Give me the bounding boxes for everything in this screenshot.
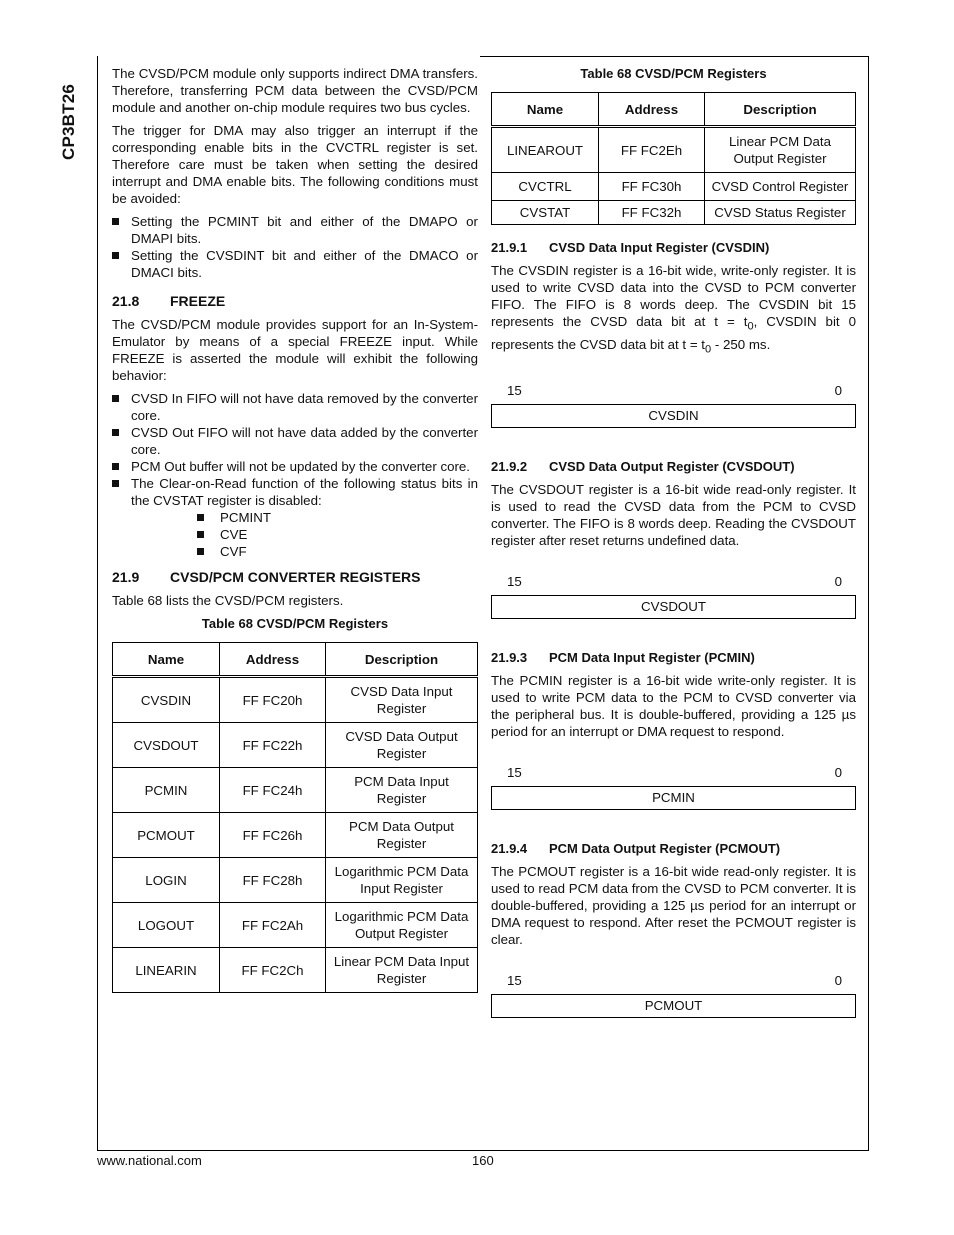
column-header: Description bbox=[705, 93, 856, 127]
register-name: PCMOUT bbox=[491, 994, 856, 1018]
list-item: Setting the PCMINT bit and either of the DMAPO or DMAPI bits. bbox=[112, 213, 478, 247]
table-row: LINEARIN FF FC2Ch Linear PCM Data Input Register bbox=[113, 948, 478, 993]
dma-paragraph: The CVSD/PCM module only supports indirect DMA transfers. Therefore, transferring PCM data between the CVSD/PCM module and another on-chip module requires two bus cycles. bbox=[112, 66, 478, 115]
frame-line-bottom bbox=[97, 1150, 869, 1151]
pcmin-paragraph: The PCMIN register is a 16-bit wide write-only register. It is used to write PCM data to the PCM to CVSD converter via the peripheral bus. It is double-buffered, providing a 125 µs period for an interrupt or DMA request to respond. bbox=[491, 673, 856, 740]
register-name: PCMIN bbox=[491, 786, 856, 810]
heading-pcmout: 21.9.4 PCM Data Output Register (PCMOUT) bbox=[491, 841, 781, 857]
bit-label-high: 15 bbox=[507, 765, 522, 781]
square-bullet-icon bbox=[112, 395, 119, 402]
conditions-list bbox=[112, 213, 478, 281]
cvsdout-paragraph: The CVSDOUT register is a 16-bit wide read-only register. It is used to read the CVSD data from the PCM to CVSD converter. The FIFO is 8 words deep. Reading the CVSDOUT register after reset returns undefined data. bbox=[491, 482, 856, 549]
square-bullet-icon bbox=[197, 531, 204, 538]
bit-label-high: 15 bbox=[507, 973, 522, 989]
registers-table bbox=[112, 642, 478, 993]
side-title: CP3BT26 bbox=[59, 83, 78, 160]
column-header: Address bbox=[220, 643, 326, 677]
table-row: CVSDOUT FF FC22h CVSD Data Output Register bbox=[113, 723, 478, 768]
cvsdin-paragraph: The CVSDIN register is a 16-bit wide, write-only register. It is used to write CVSD data into the CVSD to PCM converter FIFO. The FIFO is 8 words deep. The CVSDIN bit 15 represents the CVSD data bit at $t = t_0$, CVSDIN bit 0 represents the CVSD data bit at $t = t_0 - 250$ ms. bbox=[491, 263, 856, 356]
right-column bbox=[491, 65, 856, 1018]
status-bits-list bbox=[112, 509, 478, 560]
register-diagram-cvsdout bbox=[491, 573, 856, 619]
register-name: CVSDIN bbox=[491, 404, 856, 428]
list-item: CVSD In FIFO will not have data removed by the converter core. bbox=[112, 390, 478, 424]
square-bullet-icon bbox=[197, 514, 204, 521]
table-row: LINEAROUT FF FC2Eh Linear PCM Data Output Register bbox=[492, 127, 856, 173]
register-diagram-pcmin bbox=[491, 764, 856, 810]
table-intro: Table 68 lists the CVSD/PCM registers. bbox=[112, 593, 344, 608]
frame-line-top bbox=[480, 56, 869, 57]
square-bullet-icon bbox=[112, 252, 119, 259]
list-item: PCM Out buffer will not be updated by the converter core. bbox=[112, 458, 478, 475]
table-row: CVSTAT FF FC32h CVSD Status Register bbox=[492, 201, 856, 225]
register-name: CVSDOUT bbox=[491, 595, 856, 619]
heading-cvsdout: 21.9.2 CVSD Data Output Register (CVSDOUT) bbox=[491, 459, 795, 475]
table-row: LOGIN FF FC28h Logarithmic PCM Data Input Register bbox=[113, 858, 478, 903]
heading-pcmin: 21.9.3 PCM Data Input Register (PCMIN) bbox=[491, 650, 755, 666]
frame-line-right bbox=[868, 56, 869, 1150]
table-caption: Table 68 CVSD/PCM Registers bbox=[201, 616, 389, 631]
section-heading-registers: 21.9 CVSD/PCM CONVERTER REGISTERS bbox=[112, 569, 421, 585]
register-diagram-pcmout bbox=[491, 972, 856, 1018]
list-item: The Clear-on-Read function of the following status bits in the CVSTAT register is disabled: bbox=[112, 475, 478, 509]
page-number: 160 bbox=[472, 1153, 494, 1168]
square-bullet-icon bbox=[112, 480, 119, 487]
table-row: CVCTRL FF FC30h CVSD Control Register bbox=[492, 173, 856, 201]
list-item: Setting the CVSDINT bit and either of the DMACO or DMACI bits. bbox=[112, 247, 478, 281]
table-row: LOGOUT FF FC2Ah Logarithmic PCM Data Output Register bbox=[113, 903, 478, 948]
bit-label-low: 0 bbox=[834, 383, 842, 399]
trigger-paragraph: The trigger for DMA may also trigger an interrupt if the corresponding enable bits in the CVCTRL register is set. Therefore care must be taken when setting the desired interrupt and DMA enable bits. The following conditions must be avoided: bbox=[112, 123, 478, 206]
table-caption-continued: Table 68 CVSD/PCM Registers bbox=[580, 66, 767, 81]
column-header: Address bbox=[599, 93, 705, 127]
freeze-paragraph: The CVSD/PCM module provides support for an In-System-Emulator by means of a special FREEZE input. While FREEZE is asserted the module will exhibit the following behavior: bbox=[112, 317, 478, 383]
register-diagram-cvsdin bbox=[491, 382, 856, 428]
column-header: Description bbox=[326, 643, 478, 677]
table-row: PCMOUT FF FC26h PCM Data Output Register bbox=[113, 813, 478, 858]
square-bullet-icon bbox=[112, 429, 119, 436]
bit-label-high: 15 bbox=[507, 383, 522, 399]
pcmout-paragraph: The PCMOUT register is a 16-bit wide read-only register. It is used to read PCM data from the CVSD to PCM converter. It is double-buffered, providing a 125 µs period for an interrupt or DMA request to respond. After reset the PCMOUT register is clear. bbox=[491, 864, 856, 948]
column-header: Name bbox=[492, 93, 599, 127]
table-row: PCMIN FF FC24h PCM Data Input Register bbox=[113, 768, 478, 813]
frame-line-left bbox=[97, 56, 98, 1150]
list-item: CVE bbox=[112, 526, 478, 543]
section-heading-freeze: 21.8 FREEZE bbox=[112, 293, 226, 309]
column-header: Name bbox=[113, 643, 220, 677]
bit-label-high: 15 bbox=[507, 574, 522, 590]
list-item: CVSD Out FIFO will not have data added by the converter core. bbox=[112, 424, 478, 458]
heading-cvsdin: 21.9.1 CVSD Data Input Register (CVSDIN) bbox=[491, 240, 770, 255]
square-bullet-icon bbox=[112, 218, 119, 225]
footer-url: www.national.com bbox=[97, 1153, 202, 1168]
square-bullet-icon bbox=[112, 463, 119, 470]
registers-table-continued bbox=[491, 92, 856, 225]
left-column bbox=[112, 65, 478, 993]
bit-label-low: 0 bbox=[834, 765, 842, 781]
square-bullet-icon bbox=[197, 548, 204, 555]
list-item: PCMINT bbox=[112, 509, 478, 526]
bit-label-low: 0 bbox=[834, 574, 842, 590]
freeze-behavior-list bbox=[112, 390, 478, 509]
bit-label-low: 0 bbox=[834, 973, 842, 989]
table-row: CVSDIN FF FC20h CVSD Data Input Register bbox=[113, 677, 478, 723]
list-item: CVF bbox=[112, 543, 478, 560]
